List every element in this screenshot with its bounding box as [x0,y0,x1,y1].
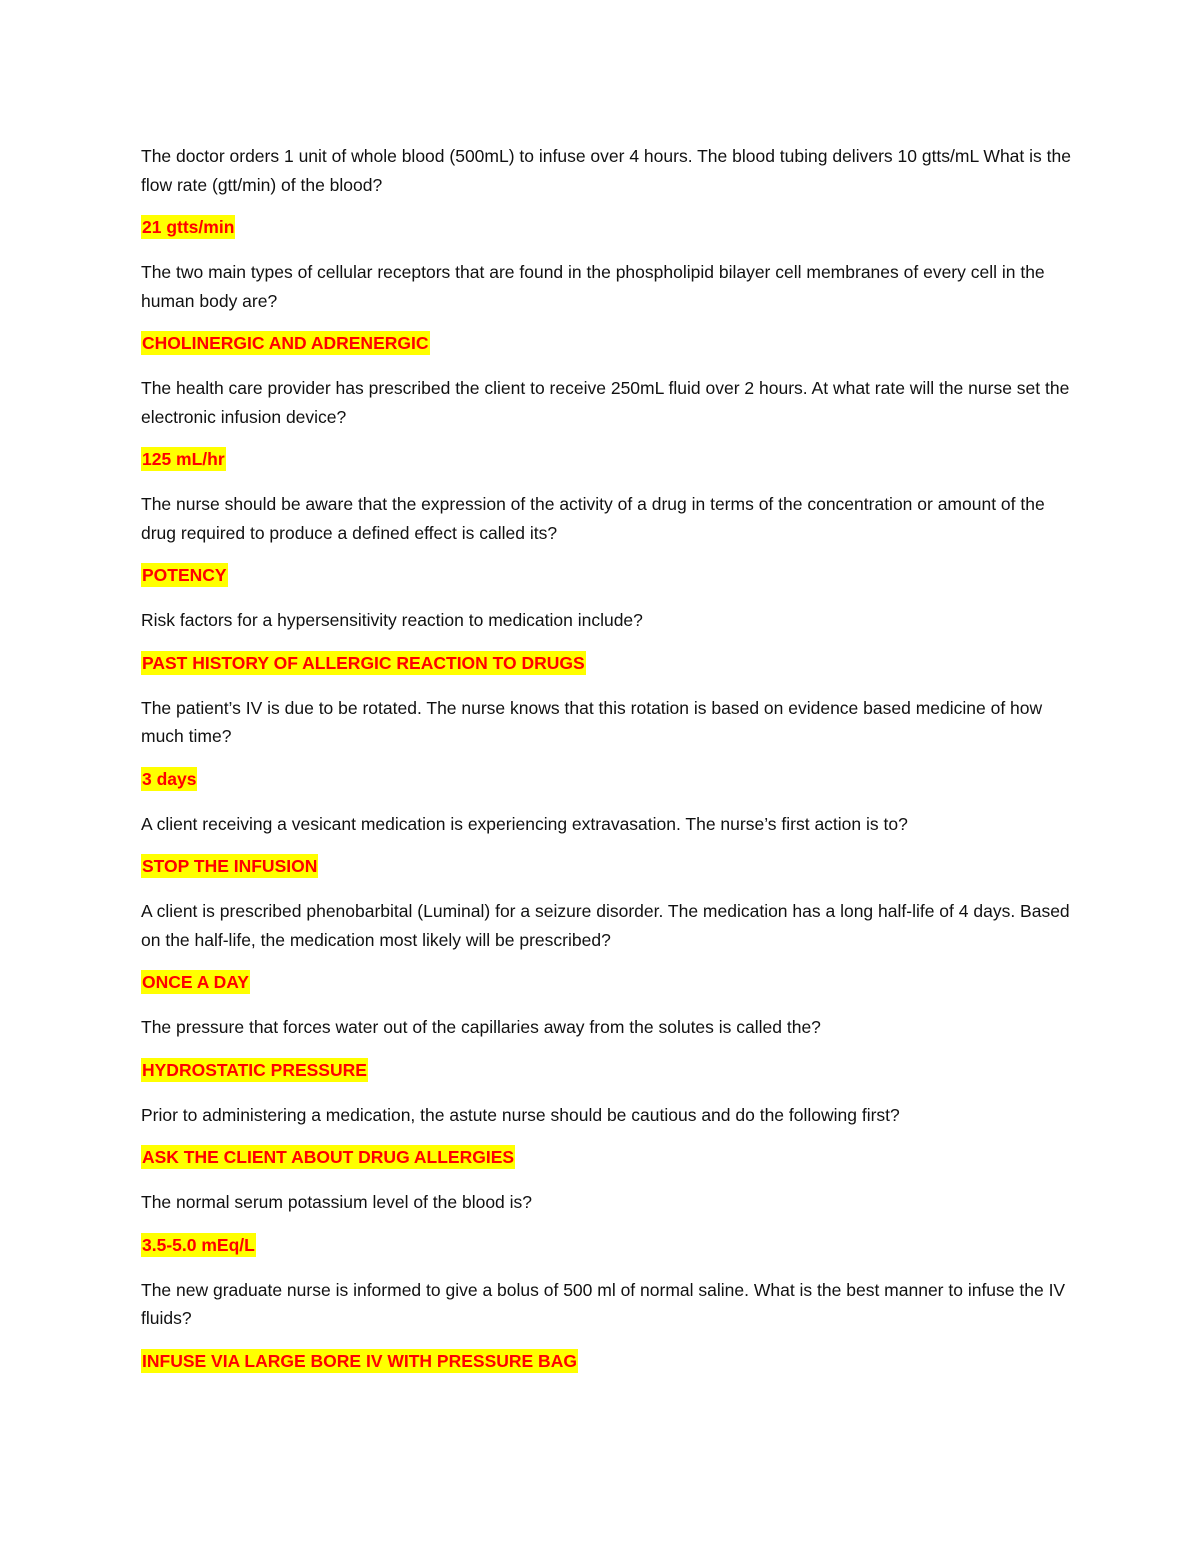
question-text: The normal serum potassium level of the blood is? [141,1192,533,1212]
qa-item-9 [141,1013,1071,1086]
answer-highlight [141,215,1071,243]
answer-highlight [141,1145,1071,1173]
answer-text: 21 gtts/min [142,217,235,237]
qa-item-7 [141,810,1071,883]
qa-item-12 [141,1276,1071,1377]
answer-highlight [141,651,1071,679]
answer-highlight [141,447,1071,475]
question-text: The two main types of cellular receptors that are found in the phospholipid bilayer cell membranes of every cell in the human body are? [141,262,1045,311]
question-text: A client receiving a vesicant medication is experiencing extravasation. The nurse’s first action is to? [141,813,908,834]
answer-text: STOP THE INFUSION [142,856,318,876]
question-text: Risk factors for a hypersensitivity reaction to medication include? [141,610,643,630]
answer-highlight [141,1058,1071,1086]
qa-item-11 [141,1188,1071,1261]
answer-text: ONCE A DAY [142,972,249,992]
answer-text: PAST HISTORY OF ALLERGIC REACTION TO DRUGS [142,652,585,673]
answer-highlight [141,331,1071,359]
question-text: The nurse should be aware that the expression of the activity of a drug in terms of the concentration or amount of the drug required to produce a defined effect is called its? [141,494,1045,543]
answer-text: CHOLINERGIC AND ADRENERGIC [142,333,429,353]
answer-highlight [141,563,1071,591]
question-text: The health care provider has prescribed the client to receive 250mL fluid over 2 hours. At what rate will the nurse set the electronic infusion device? [141,378,1070,427]
question-text: A client is prescribed phenobarbital (Luminal) for a seizure disorder. The medication has a long half-life of 4 days. Based on the half-life, the medication most likely will be prescribed? [141,901,1070,950]
answer-highlight [141,767,1071,795]
question-text: The new graduate nurse is informed to give a bolus of 500 ml of normal saline. What is the best manner to infuse the IV fluids? [141,1279,1066,1328]
question-text: The patient’s IV is due to be rotated. The nurse knows that this rotation is based on evidence based medicine of how much time? [141,697,1043,746]
qa-item-2 [141,258,1071,359]
qa-item-5 [141,606,1071,679]
qa-item-6 [141,694,1071,795]
answer-text: INFUSE VIA LARGE BORE IV WITH PRESSURE BAG [142,1350,577,1371]
answer-highlight [141,970,1071,998]
answer-text: 3.5-5.0 mEq/L [142,1234,255,1255]
question-text: The pressure that forces water out of the capillaries away from the solutes is called the? [141,1017,821,1037]
answer-text: HYDROSTATIC PRESSURE [142,1059,367,1080]
answer-highlight [141,854,1071,882]
qa-item-10 [141,1101,1071,1174]
answer-highlight [141,1233,1071,1261]
answer-text: 3 days [142,768,197,789]
question-text: Prior to administering a medication, the astute nurse should be cautious and do the following first? [141,1104,900,1125]
answer-text: ASK THE CLIENT ABOUT DRUG ALLERGIES [142,1147,515,1167]
qa-item-4 [141,490,1071,591]
qa-item-1 [141,142,1071,243]
qa-item-3 [141,374,1071,475]
qa-item-8 [141,897,1071,998]
answer-text: POTENCY [142,565,227,585]
document-content [141,142,1071,1392]
question-text: The doctor orders 1 unit of whole blood (500mL) to infuse over 4 hours. The blood tubing delivers 10 gtts/mL What is the flow rate (gtt/min) of the blood? [141,146,1071,195]
answer-text: 125 mL/hr [142,449,225,469]
answer-highlight [141,1349,1071,1377]
